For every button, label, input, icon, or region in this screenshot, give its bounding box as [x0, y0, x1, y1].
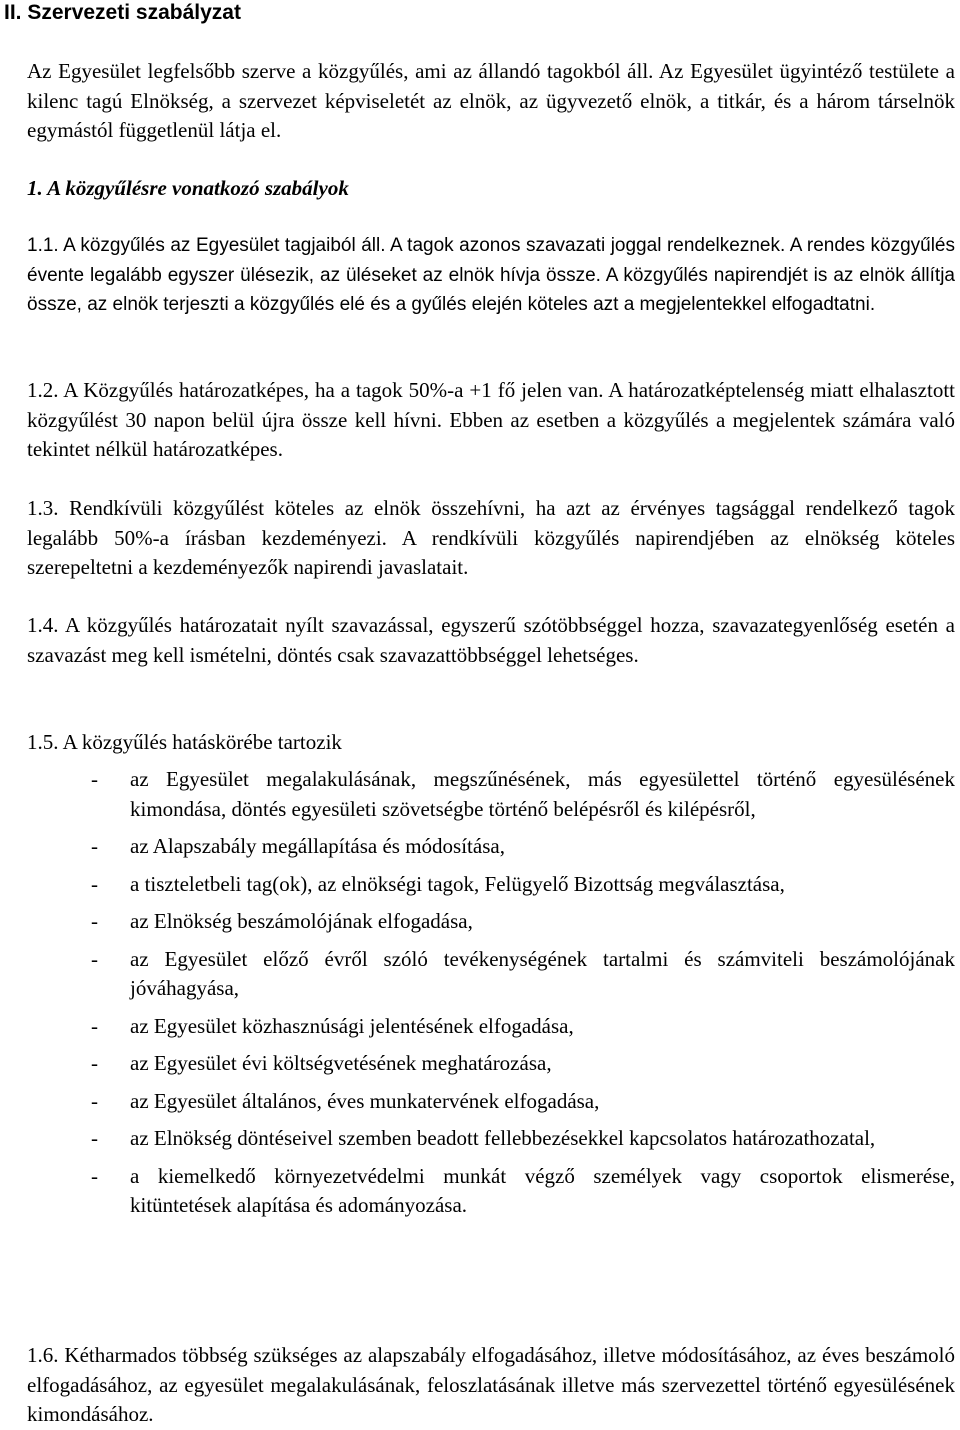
list-item-text: az Egyesület előző évről szóló tevékenységének tartalmi és számviteli beszámolójának jóváhagyása,: [130, 946, 955, 1000]
list-item-text: az Elnökség döntéseivel szemben beadott fellebbezésekkel kapcsolatos határozathozatal,: [130, 1126, 876, 1150]
list-dash: -: [91, 1088, 98, 1113]
document-title: II. Szervezeti szabályzat: [4, 1, 241, 24]
list-item: [27, 870, 955, 900]
list-item-text: a tiszteletbeli tag(ok), az elnökségi tagok, Felügyelő Bizottság megválasztása,: [130, 871, 785, 896]
list-item: [27, 945, 955, 1004]
competence-list: [27, 765, 955, 1221]
list-item: [27, 765, 955, 824]
paragraph-1-3: 1.3. Rendkívüli közgyűlést köteles az elnök összehívni, ha azt az érvényes tagsággal rendelkező tagok legalább 50%-a írásban kezdeményezi. A rendkívüli közgyűlés napirendjében az elnökség köteles szerepeltetni a kezdeményezők napirendi javaslatait.: [27, 496, 955, 579]
paragraph-1-1: 1.1. A közgyűlés az Egyesület tagjaiból áll. A tagok azonos szavazati joggal rendelkeznek. A rendes közgyűlés évente legalább egyszer ülésezik, az üléseket az elnök hívja össze. A közgyűlés napirendjét is az elnök állítja össze, az elnök terjeszti a közgyűlés elé és a gyűlés elején köteles azt a megjelentekkel elfogadtatni.: [27, 235, 955, 315]
list-item-text: az Egyesület évi költségvetésének meghatározása,: [130, 1051, 552, 1075]
list-item: [27, 1012, 955, 1042]
list-dash: -: [91, 1013, 98, 1038]
list-item: [27, 1087, 955, 1117]
list-item-text: a kiemelkedő környezetvédelmi munkát végző személyek vagy csoportok elismerése, kitüntetések alapítása és adományozása.: [130, 1163, 955, 1217]
list-item: [27, 832, 955, 862]
paragraph-1-4: 1.4. A közgyűlés határozatait nyílt szavazással, egyszerű szótöbbséggel hozza, szavazategyenlőség esetén a szavazást meg kell ismételni, döntés csak szavazattöbbséggel lehetséges.: [27, 613, 955, 667]
list-item: [27, 907, 955, 937]
list-item: [27, 1162, 955, 1221]
list-dash: -: [91, 767, 98, 791]
list-item-text: az Alapszabály megállapítása és módosítása,: [130, 834, 505, 858]
list-dash: -: [91, 871, 98, 896]
list-item-text: az Egyesület általános, éves munkatervének elfogadása,: [130, 1088, 600, 1113]
paragraph-1-2: 1.2. A Közgyűlés határozatképes, ha a tagok 50%-a +1 fő jelen van. A határozatképtelenség miatt elhalasztott közgyűlést 30 napon belül újra össze kell hívni. Ebben az esetben a közgyűlés a megjelentek számára való tekintet nélkül határozatképes.: [27, 378, 955, 461]
list-dash: -: [91, 1163, 98, 1188]
list-dash: -: [91, 909, 98, 933]
list-item: [27, 1049, 955, 1079]
paragraph-1-6: 1.6. Kétharmados többség szükséges az alapszabály elfogadásához, illetve módosításához, az éves beszámoló elfogadásához, az egyesület megalakulásának, feloszlatásának illetve más szervezettel történő egyesülésének kimondásához.: [27, 1343, 955, 1426]
list-dash: -: [91, 834, 98, 858]
section-heading: 1. A közgyűlésre vonatkozó szabályok: [27, 176, 349, 200]
list-dash: -: [91, 1126, 98, 1150]
paragraph-1-5: 1.5. A közgyűlés hatáskörébe tartozik: [27, 730, 342, 754]
list-dash: -: [91, 1051, 98, 1075]
list-item: [27, 1124, 955, 1154]
list-item-text: az Elnökség beszámolójának elfogadása,: [130, 909, 473, 933]
list-item-text: az Egyesület megalakulásának, megszűnésének, más egyesülettel történő egyesülésének kimondása, döntés egyesületi szövetségbe történő belépésről és kilépésről,: [130, 767, 955, 821]
intro-paragraph: Az Egyesület legfelsőbb szerve a közgyűlés, ami az állandó tagokból áll. Az Egyesület ügyintéző testülete a kilenc tagú Elnökség, a szervezet képviseletét az elnök, az ügyvezető elnök, a titkár, és a három társelnök egymástól függetlenül látja el.: [27, 59, 955, 142]
list-item-text: az Egyesület közhasznúsági jelentésének elfogadása,: [130, 1013, 574, 1038]
list-dash: -: [91, 946, 98, 971]
